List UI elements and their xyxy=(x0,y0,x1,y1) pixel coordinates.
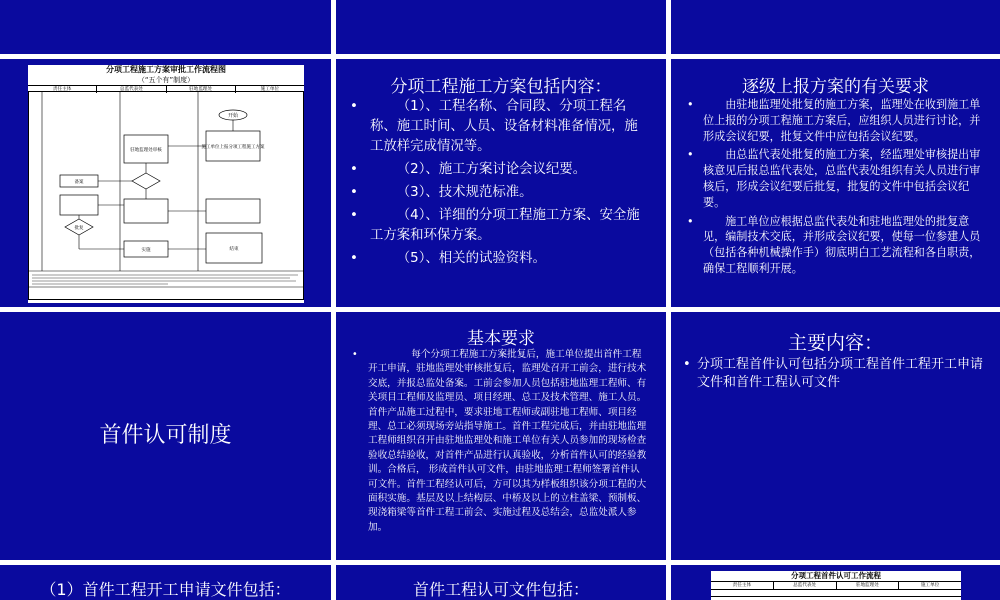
list-item: • （1）、工程名称、合同段、分项工程名称、施工时间、人员、设备材料准备情况，施工放样完成情况等。 xyxy=(354,97,644,157)
slide-flowchart[interactable] xyxy=(0,59,331,307)
list-item: • （5）、相关的试验资料。 xyxy=(354,249,644,269)
slide-title: 逐级上报方案的有关要求 xyxy=(742,77,929,97)
flow-start-label: 开始 xyxy=(227,113,239,119)
list-item: • 分项工程首件认可包括分项工程首件工程开工申请文件和首件工程认可文件 xyxy=(683,356,983,392)
slide-title: 首件工程认可文件包括： xyxy=(412,580,589,599)
list-item: • （2）、施工方案讨论会议纪要。 xyxy=(354,160,644,180)
slide-3[interactable] xyxy=(671,0,1000,54)
slide-2[interactable] xyxy=(336,0,666,54)
flowchart-header-col: 责任主体 xyxy=(28,86,97,93)
bullet-list xyxy=(354,348,648,535)
approval-flow-document xyxy=(711,571,961,600)
list-item: • （3）、技术规范标准。 xyxy=(354,183,644,203)
flowchart-header-col: 驻地监理处 xyxy=(167,86,236,93)
flow-approve-label: 批复 xyxy=(74,226,84,231)
document-title: 分项工程首件认可工作流程 xyxy=(791,571,881,580)
flow-review-label: 驻地监理处审核 xyxy=(130,148,162,153)
list-item: • 由驻地监理处批复的施工方案，监理处在收到施工单位上报的分项工程施工方案后，应组织人员进行讨论，并形成会议纪要，批复文件中应包括会议纪要。 xyxy=(689,97,983,144)
flow-implement-label: 实施 xyxy=(141,248,151,253)
document-header-col: 驻地监理处 xyxy=(837,582,900,589)
slide-approval-flow-document[interactable] xyxy=(671,565,1000,600)
bullet-list xyxy=(689,97,983,280)
document-header-col: 施工单位 xyxy=(920,583,940,588)
slide-start-application[interactable] xyxy=(0,565,331,600)
flowchart-document xyxy=(28,65,304,303)
flowchart-subtitle: （“五个有”制度） xyxy=(137,76,195,84)
list-item: • 每个分项工程施工方案批复后，施工单位提出首件工程开工申请，驻地监理处审核批复后，监理处召开工前会，进行技术交底，并报总监处备案。工前会参加人员包括驻地监理工程师、有关项目工程师及监理员、项目经理、总工及技术管理、施工人员。首件产品施工过程中，要求驻地工程师或副驻地工程师、项目经理、总工必须现场旁站指导施工。首件工程完成后，并由驻地监理工程师组织召开由驻地监理处和施工单位有关人员参加的现场检查验收总结验收，对首件产品进行认真验收，分析首件认可的经验教训。合格后， 形成首件认可文件，由驻地监理工程师签署首件认可文件。首件工程经认可后，方可以其为样板组织该分项工程的大面积实施。基层及以上结构层、中桥及以上的立柱盖梁、预制板、现浇箱梁等首件工程工前会、实施过程及总结会，总监处派人参加。 xyxy=(354,348,648,535)
document-header-col: 总监代表处 xyxy=(774,582,837,589)
slide-first-piece-approval[interactable] xyxy=(0,312,331,560)
slide-basic-requirements[interactable] xyxy=(336,312,666,560)
slide-main-contents[interactable] xyxy=(671,312,1000,560)
slide-construction-plan-contents[interactable] xyxy=(336,59,666,307)
slide-approval-documents[interactable] xyxy=(336,565,666,600)
flowchart-title: 分项工程施工方案审批工作流程图 xyxy=(106,65,226,74)
bullet-list xyxy=(683,356,983,392)
slide-reporting-requirements[interactable] xyxy=(671,59,1000,307)
list-item: • （4）、详细的分项工程施工方案、安全施工方案和环保方案。 xyxy=(354,206,644,246)
list-item: • 施工单位应根据总监代表处和驻地监理处的批复意见，编制技术交底，并形成会议纪要，使每一位参建人员（包括各种机械操作手）彻底明白工艺流程和各自职责，确保工程顺利开展。 xyxy=(689,214,983,277)
slide-1[interactable] xyxy=(0,0,331,54)
list-item: • 由总监代表处批复的施工方案，经监理处审核提出审核意见后报总监代表处，总监代表处组织有关人员进行审核后，形成会议纪要后批复，批复的文件中包括会议纪要。 xyxy=(689,147,983,210)
document-header xyxy=(711,581,961,589)
flow-record-label: 备案 xyxy=(74,180,84,185)
flowchart-header-col: 总监代表处 xyxy=(97,86,166,93)
flow-end-label: 结束 xyxy=(229,247,239,252)
bullet-list xyxy=(354,97,644,272)
slide-title: 分项工程施工方案包括内容： xyxy=(390,77,612,97)
slide-title: 基本要求 xyxy=(467,329,535,349)
flow-submit-label: 施工单位上报分项工程施工方案 xyxy=(201,145,265,150)
flowchart-header-col: 施工单位 xyxy=(260,87,280,92)
slide-title: 主要内容： xyxy=(787,332,883,354)
slide-title: 首件认可制度 xyxy=(99,423,232,448)
flowchart-diagram xyxy=(28,91,304,301)
slide-title: （1）首件工程开工申请文件包括： xyxy=(40,580,291,599)
document-header-col: 责任主体 xyxy=(711,582,774,589)
